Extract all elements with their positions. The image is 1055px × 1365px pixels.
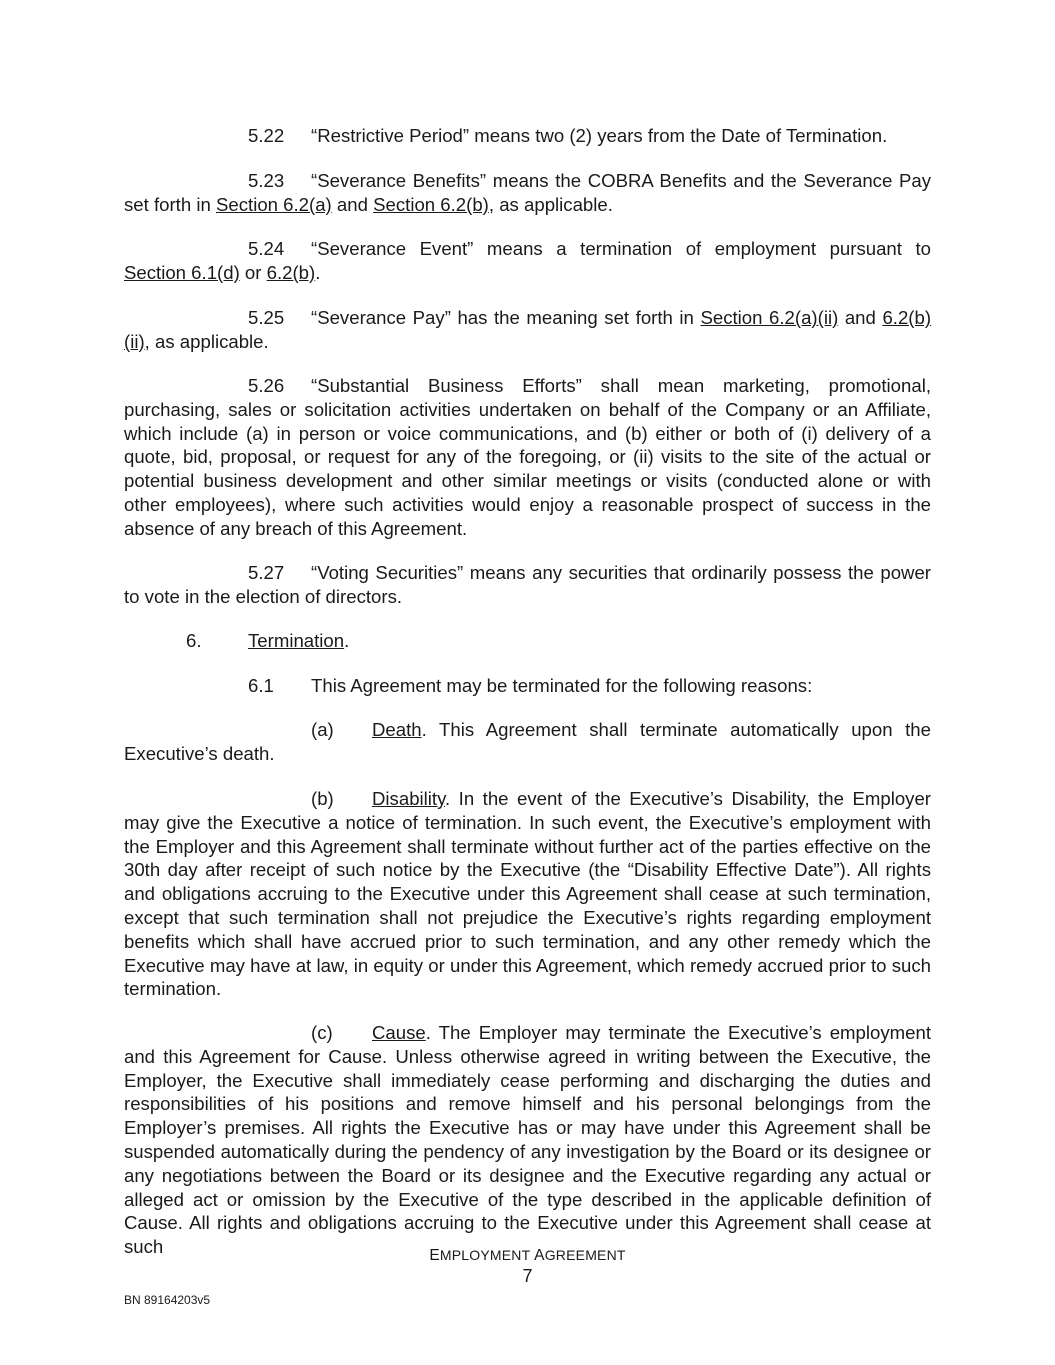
section-text: , as applicable.: [488, 193, 613, 215]
footer-title-initial: A: [534, 1247, 545, 1264]
footer-title-rest: GREEMENT: [544, 1247, 626, 1263]
section-number: 5.22: [248, 125, 285, 146]
subsection-title: Death: [372, 719, 422, 740]
section-reference-link[interactable]: 6.2(b)(ii): [124, 307, 932, 352]
section-5-27: [124, 561, 931, 609]
section-title-period: .: [344, 630, 350, 651]
section-text: .: [315, 261, 321, 283]
section-6-heading: [124, 629, 931, 653]
section-text: , as applicable.: [144, 330, 269, 352]
section-6-1: [124, 674, 931, 698]
section-6-1-a: [124, 718, 931, 766]
section-text: “Substantial Business Efforts” shall mean marketing, promotional, purchasing, sales or solicitation activities undertaken on behalf of the Company or an Affiliate, which include (a) in person or voice communications, and (b) either or both of (i) delivery of a quote, bid, proposal, or request for any of the foregoing, or (ii) visits to the site of the actual or potential business development and other similar meetings or visits (conducted alone or with other employees), where such activities would enjoy a reasonable prospect of success in the absence of any breach of this Agreement.: [124, 375, 931, 539]
section-number: 6.1: [248, 675, 274, 696]
section-text: “Severance Event” means a termination of employment pursuant to: [311, 238, 931, 259]
subsection-title: Disability: [372, 788, 446, 809]
section-6-1-c: [124, 1021, 931, 1259]
section-title: Termination: [248, 630, 345, 651]
footer-title-initial: E: [429, 1247, 440, 1264]
section-5-24: [124, 237, 931, 285]
section-text: . This Agreement shall terminate automatically upon the Executive’s death.: [124, 719, 931, 764]
footer-title-rest: MPLOYMENT: [439, 1247, 535, 1263]
section-text: This Agreement may be terminated for the following reasons:: [311, 675, 813, 696]
section-text: . In the event of the Executive’s Disability, the Employer may give the Executive a notice of termination. In such event, the Executive’s employment with the Employer and this Agreement shall terminate without further act of the parties effective on the 30th day after receipt of such notice by the Executive (the “Disability Effective Date”). All rights and obligations accruing to the Executive under this Agreement shall cease at such termination, except that such termination shall not prejudice the Executive’s rights regarding employment benefits which shall have accrued prior to such termination, and any other remedy which the Executive may have at law, in equity or under this Agreement, which remedy accrued prior to such termination.: [124, 788, 931, 1000]
section-text: “Severance Benefits” means the COBRA Benefits and the Severance Pay set forth in: [124, 170, 931, 215]
section-number: 5.26: [248, 375, 285, 396]
section-reference-link[interactable]: Section 6.2(a)(ii): [700, 307, 839, 328]
section-text: and: [331, 193, 374, 215]
document-id: BN 89164203v5: [124, 1293, 211, 1307]
section-reference-link[interactable]: 6.2(b): [266, 261, 316, 283]
section-5-25: [124, 306, 931, 354]
section-number: 5.25: [248, 307, 285, 328]
section-number: 5.27: [248, 562, 285, 583]
section-5-23: [124, 169, 931, 217]
section-text: or: [239, 261, 267, 283]
section-5-22: [124, 124, 931, 148]
section-number: 5.24: [248, 238, 285, 259]
section-text: and: [838, 307, 883, 328]
section-number: 6.: [186, 630, 202, 651]
section-text: “Severance Pay” has the meaning set forth in: [311, 307, 701, 328]
section-text: . The Employer may terminate the Executive’s employment and this Agreement for Cause. Unless otherwise agreed in writing between the Executive, the Employer, the Executive shall immediately cease performing and discharging the duties and responsibilities of his positions and remove himself and his personal belongings from the Employer’s premises. All rights the Executive has or may have under this Agreement shall be suspended automatically during the pendency of any investigation by the Board or its designee or any negotiations between the Board or its designee and the Executive regarding any actual or alleged act or omission by the Executive of the type described in the applicable definition of Cause. All rights and obligations accruing to the Executive under this Agreement shall cease at such: [124, 1022, 931, 1258]
section-reference-link[interactable]: Section 6.2(b): [373, 193, 489, 215]
section-number: (c): [311, 1022, 333, 1043]
section-number: (a): [311, 719, 334, 740]
section-6-1-b: [124, 787, 931, 1001]
section-number: 5.23: [248, 170, 285, 191]
page-number: 7: [522, 1266, 533, 1286]
section-text: “Voting Securities” means any securities that ordinarily possess the power to vote in the election of directors.: [124, 562, 931, 607]
subsection-title: Cause: [372, 1022, 426, 1043]
section-text: “Restrictive Period” means two (2) years from the Date of Termination.: [311, 125, 888, 146]
section-reference-link[interactable]: Section 6.2(a): [215, 193, 332, 215]
section-reference-link[interactable]: Section 6.1(d): [124, 261, 240, 283]
section-number: (b): [311, 788, 334, 809]
section-5-26: [124, 374, 931, 541]
